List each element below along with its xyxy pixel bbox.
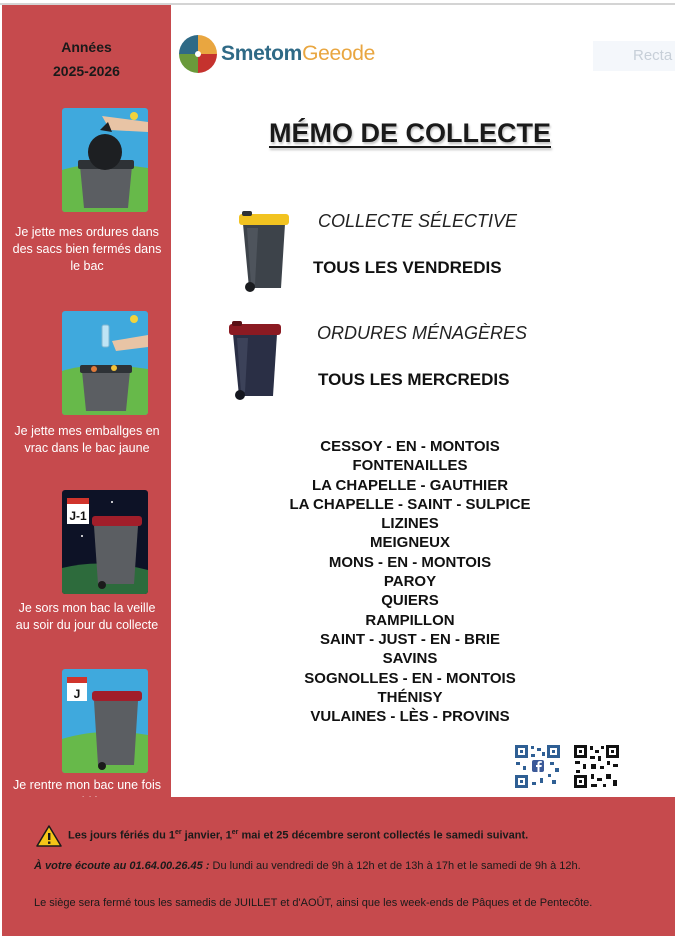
list-item: SAVINS xyxy=(382,650,438,668)
sidebar-caption-1: Je jette mes ordures dans des sacs bien fermés dans le bac xyxy=(12,225,162,273)
list-item: LA CHAPELLE - GAUTHIER xyxy=(311,476,509,494)
red-bin-icon xyxy=(226,320,284,400)
list-item: LA CHAPELLE - SAINT - SULPICE xyxy=(289,495,531,513)
collection-day-selective: TOUS LES VENDREDIS xyxy=(313,258,502,277)
list-item: FONTENAILLES xyxy=(352,457,468,475)
contact-info: À votre écoute au 01.64.00.26.45 : Du lundi au vendredi de 9h à 12h et de 13h à 17h et le samedi de 9h à 12h. xyxy=(34,860,581,872)
list-item: MEIGNEUX xyxy=(369,534,450,552)
smetom-geeode-logo xyxy=(178,33,418,79)
list-item: QUIERS xyxy=(381,592,439,610)
collection-type-selective: COLLECTE SÉLECTIVE xyxy=(318,211,518,231)
bottle-recycling-icon xyxy=(62,311,148,415)
logo-petals-icon xyxy=(178,33,218,75)
logo-geeode-text: Geeode xyxy=(302,42,375,65)
facebook-qr-code[interactable] xyxy=(514,744,561,789)
calendar-badge-eve: J-1 xyxy=(69,509,87,523)
list-item: PAROY xyxy=(383,573,437,591)
warning-icon xyxy=(36,825,62,847)
list-item: MONS - EN - MONTOIS xyxy=(328,553,492,571)
list-item: RAMPILLON xyxy=(365,611,455,629)
list-item: SOGNOLLES - EN - MONTOIS xyxy=(304,669,516,687)
list-item: LIZINES xyxy=(381,515,439,533)
sidebar-caption-3: Je sors mon bac la veille au soir du jour du collecte xyxy=(15,601,159,632)
holiday-notice: Les jours fériés du 1er janvier, 1er mai et 25 décembre seront collectés le samedi suivant. xyxy=(68,829,529,842)
sidebar-caption-4: Je rentre mon bac une fois xyxy=(13,778,161,792)
town-list xyxy=(230,437,590,726)
calendar-eve-icon xyxy=(62,490,148,594)
sidebar-caption-2: Je jette mes emballges en vrac dans le bac jaune xyxy=(14,424,160,455)
list-item: SAINT - JUST - EN - BRIE xyxy=(319,630,500,648)
list-item: CESSOY - EN - MONTOIS xyxy=(320,438,500,455)
ghost-shape-label: Recta xyxy=(593,41,675,71)
closure-notice: Le siège sera fermé tous les samedis de JUILLET et d'AOÛT, ainsi que les week-ends de Pâques et de Pentecôte. xyxy=(34,897,593,909)
contact-phone[interactable]: À votre écoute au 01.64.00.26.45 : xyxy=(34,860,210,872)
calendar-badge-day: J xyxy=(73,687,81,701)
sidebar xyxy=(2,5,171,800)
yellow-bin-icon xyxy=(238,210,290,292)
list-item: THÉNISY xyxy=(377,688,443,706)
calendar-day-icon xyxy=(62,669,148,773)
list-item: VULAINES - LÈS - PROVINS xyxy=(310,708,510,726)
years-value: 2025-2026 xyxy=(53,63,120,79)
years-label: Années xyxy=(61,39,112,55)
bin-bag-icon xyxy=(62,108,148,212)
collection-type-household: ORDURES MÉNAGÈRES xyxy=(317,323,528,343)
collection-day-household: TOUS LES MERCREDIS xyxy=(318,370,510,389)
website-qr-code[interactable] xyxy=(573,744,620,789)
page-title: MÉMO DE COLLECTE xyxy=(269,118,551,148)
logo-smetom-text: Smetom xyxy=(221,42,303,65)
